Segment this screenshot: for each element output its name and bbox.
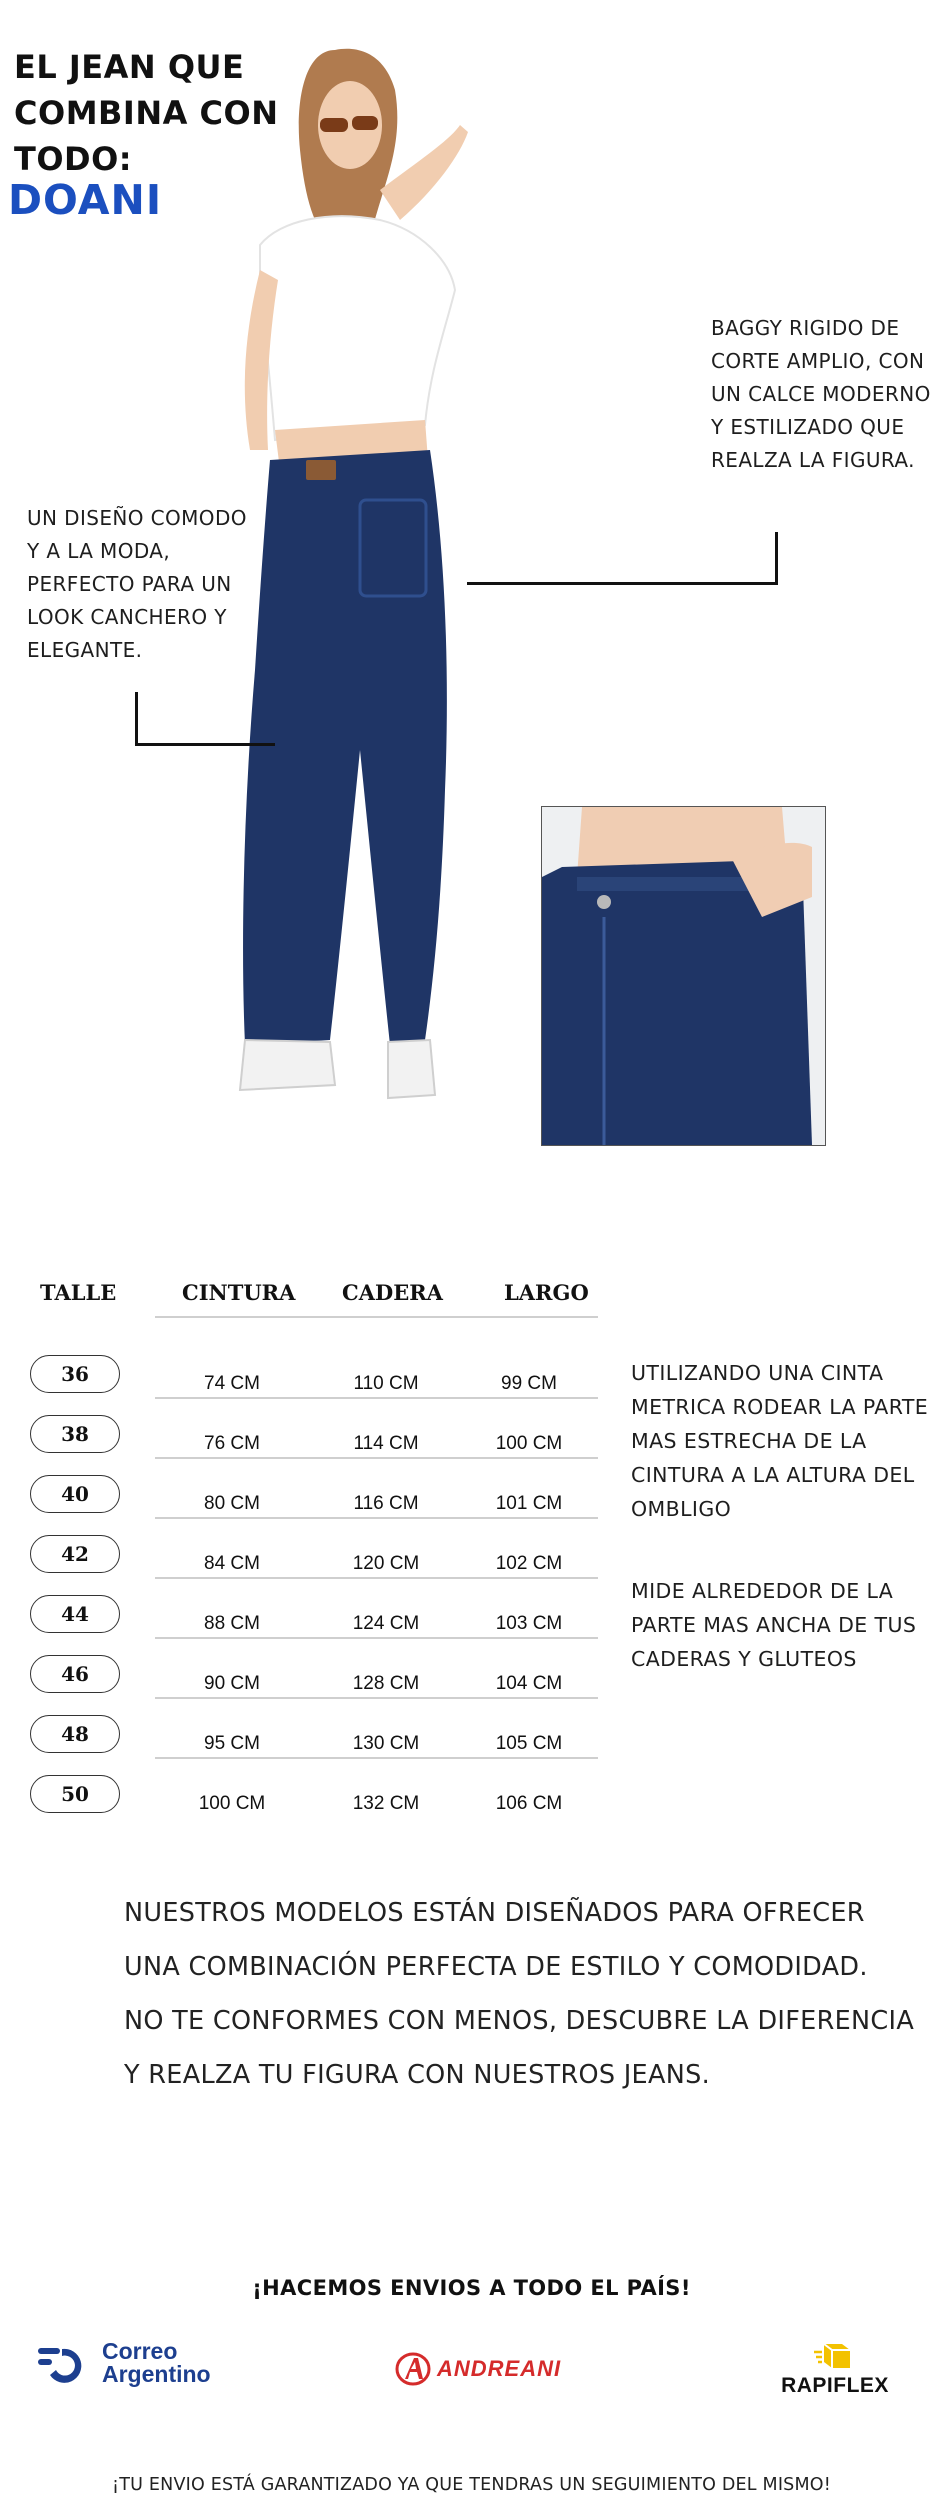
shipping-title: ¡HACEMOS ENVIOS A TODO EL PAÍS! (252, 2276, 691, 2300)
cell-cadera: 114 CM (353, 1433, 419, 1454)
callout-left-connector-vertical (135, 692, 138, 746)
size-pill: 50 (30, 1775, 120, 1813)
note-hips-line: CADERAS Y GLUTEOS (631, 1647, 857, 1671)
callout-right-line: BAGGY RIGIDO DE (711, 316, 900, 340)
cell-cadera: 130 CM (352, 1733, 420, 1754)
paragraph-line: NO TE CONFORMES CON MENOS, DESCUBRE LA DIFERENCIA (124, 2006, 915, 2036)
rapiflex-wordmark: RAPIFLEX (781, 2374, 889, 2397)
cell-largo: 101 CM (495, 1493, 563, 1514)
size-pill: 36 (30, 1355, 120, 1393)
table-rule (155, 1577, 598, 1579)
cell-cadera: 116 CM (353, 1493, 419, 1514)
table-rule (155, 1457, 598, 1459)
cell-cintura: 95 CM (204, 1733, 260, 1754)
callout-right-line: Y ESTILIZADO QUE (711, 415, 905, 439)
table-rule (155, 1397, 598, 1399)
cell-cintura: 74 CM (204, 1373, 260, 1394)
cell-cintura: 100 CM (198, 1793, 266, 1814)
cell-cintura: 76 CM (204, 1433, 260, 1454)
hero-title-line-3: TODO: (14, 140, 133, 178)
paragraph-line: NUESTROS MODELOS ESTÁN DISEÑADOS PARA OFRECER (124, 1898, 865, 1928)
cell-cadera: 128 CM (352, 1673, 420, 1694)
cell-largo: 105 CM (495, 1733, 563, 1754)
callout-left-line: UN DISEÑO COMODO (27, 506, 247, 530)
note-waist-line: CINTURA A LA ALTURA DEL (631, 1463, 915, 1487)
size-pill: 38 (30, 1415, 120, 1453)
correo-word: Correo (102, 2338, 178, 2364)
size-pill: 40 (30, 1475, 120, 1513)
cell-largo: 100 CM (495, 1433, 563, 1454)
cell-cintura: 90 CM (204, 1673, 260, 1694)
callout-left-line: PERFECTO PARA UN (27, 572, 232, 596)
correo-argentino-logo (36, 2340, 211, 2386)
note-waist-line: UTILIZANDO UNA CINTA (631, 1361, 884, 1385)
cell-cintura: 84 CM (204, 1553, 260, 1574)
model-photo (220, 30, 550, 1120)
cell-largo: 106 CM (495, 1793, 563, 1814)
callout-left-line: LOOK CANCHERO Y (27, 605, 227, 629)
note-hips (631, 1574, 916, 1676)
size-pill: 44 (30, 1595, 120, 1633)
table-rule (155, 1316, 598, 1318)
rapiflex-logo (770, 2340, 900, 2398)
paragraph-line: Y REALZA TU FIGURA CON NUESTROS JEANS. (124, 2060, 710, 2090)
description-paragraph (124, 1886, 914, 2102)
callout-left-line: Y A LA MODA, (27, 539, 171, 563)
hero-title-line-1: EL JEAN QUE (14, 48, 245, 86)
size-pill: 48 (30, 1715, 120, 1753)
callout-right-connector-vertical (775, 532, 778, 584)
detail-photo (541, 806, 826, 1146)
callout-right-line: UN CALCE MODERNO (711, 382, 931, 406)
cell-cintura: 88 CM (204, 1613, 260, 1634)
cell-largo: 102 CM (495, 1553, 563, 1574)
table-rule (155, 1697, 598, 1699)
detail-photo-illustration (542, 807, 825, 1145)
note-waist-line: MAS ESTRECHA DE LA (631, 1429, 867, 1453)
shipping-footer-note: ¡TU ENVIO ESTÁ GARANTIZADO YA QUE TENDRAS UN SEGUIMIENTO DEL MISMO! (112, 2475, 831, 2495)
header-cintura: CINTURA (182, 1280, 296, 1305)
cell-largo: 104 CM (495, 1673, 563, 1694)
rapiflex-box-icon (812, 2340, 858, 2372)
header-cadera: CADERA (342, 1280, 443, 1305)
callout-right-line: REALZA LA FIGURA. (711, 448, 915, 472)
table-rule (155, 1517, 598, 1519)
argentino-word: Argentino (102, 2361, 211, 2387)
correo-argentino-wordmark (102, 2340, 211, 2386)
cell-cadera: 120 CM (352, 1553, 420, 1574)
header-largo: LARGO (504, 1280, 589, 1305)
note-waist-line: OMBLIGO (631, 1497, 732, 1521)
note-hips-line: MIDE ALREDEDOR DE LA (631, 1579, 894, 1603)
cell-largo: 103 CM (495, 1613, 563, 1634)
brand-name: DOANI (8, 176, 163, 224)
cell-largo: 99 CM (501, 1373, 557, 1394)
callout-right-line: CORTE AMPLIO, CON (711, 349, 925, 373)
note-waist (631, 1356, 928, 1526)
andreani-icon (395, 2352, 431, 2386)
size-pill: 42 (30, 1535, 120, 1573)
note-hips-line: PARTE MAS ANCHA DE TUS (631, 1613, 917, 1637)
table-rule (155, 1757, 598, 1759)
callout-right (711, 312, 931, 477)
correo-argentino-icon (36, 2343, 94, 2383)
callout-left (27, 502, 247, 667)
andreani-logo (395, 2352, 561, 2386)
cell-cadera: 110 CM (353, 1373, 419, 1394)
size-pill: 46 (30, 1655, 120, 1693)
callout-left-line: ELEGANTE. (27, 638, 143, 662)
cell-cadera: 124 CM (352, 1613, 420, 1634)
hero-title-line-2: COMBINA CON (14, 94, 279, 132)
cell-cintura: 80 CM (204, 1493, 260, 1514)
header-talle: TALLE (40, 1280, 117, 1305)
cell-cadera: 132 CM (352, 1793, 420, 1814)
note-waist-line: METRICA RODEAR LA PARTE (631, 1395, 929, 1419)
andreani-wordmark: ANDREANI (437, 2356, 562, 2381)
callout-right-connector-horizontal (467, 582, 778, 585)
table-rule (155, 1637, 598, 1639)
callout-left-connector-horizontal (135, 743, 275, 746)
paragraph-line: UNA COMBINACIÓN PERFECTA DE ESTILO Y COMODIDAD. (124, 1952, 868, 1982)
